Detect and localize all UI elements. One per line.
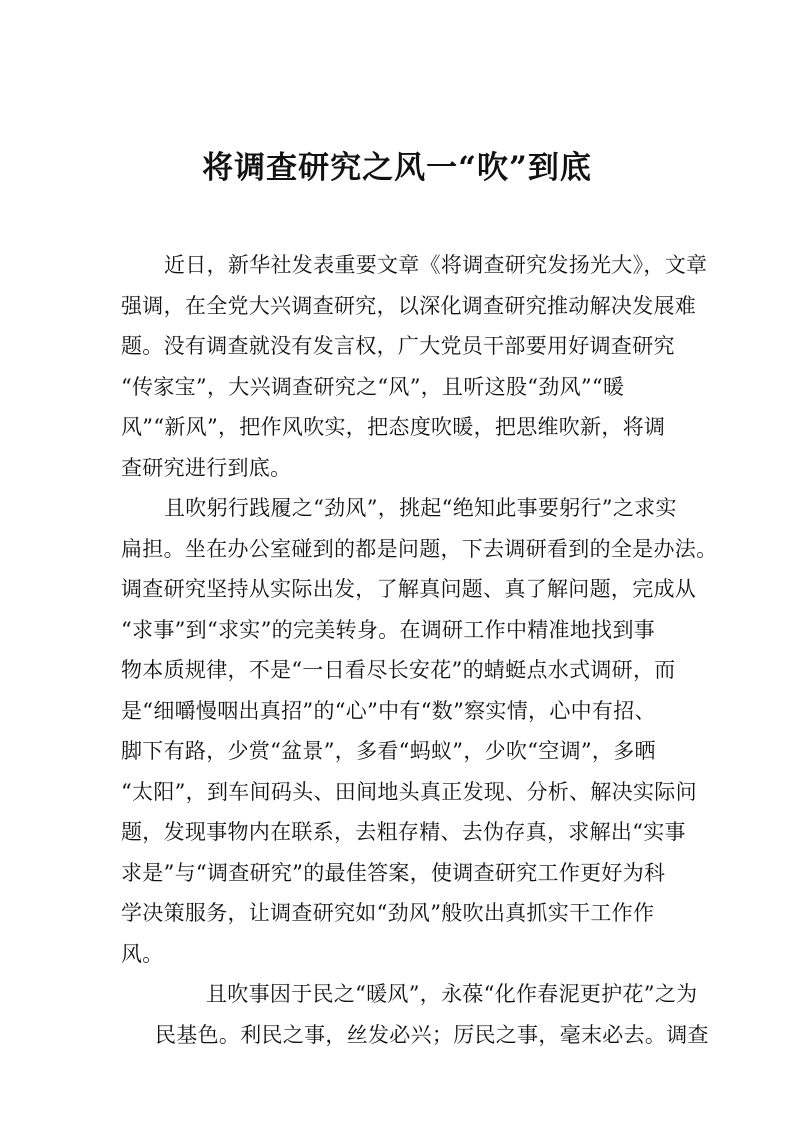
text-line: 且吹躬行践履之“劲风”，挑起“绝知此事要躬行”之求实 [164,496,677,520]
text-line: 扁担。坐在办公室碰到的都是问题，下去调研看到的全是办法。 [121,537,718,561]
text-line: “太阳”，到车间码头、田间地头真正发现、分析、解决实际问 [121,780,697,804]
text-line: 物本质规律，不是“一日看尽长安花”的蜻蜓点水式调研，而 [121,658,676,682]
text-line: 脚下有路，少赏“盆景”，多看“蚂蚁”，少吹“空调”，多晒 [121,739,656,763]
document-title: 将调查研究之风一“吹”到底 [202,150,592,186]
text-line: 且吹事因于民之“暖风”，永葆“化作春泥更护花”之为 [206,982,698,1006]
text-line: 民基色。利民之事，丝发必兴；厉民之事，毫末必去。调查 [155,1023,709,1047]
text-line: 题，发现事物内在联系，去粗存精、去伪存真，求解出“实事 [121,820,686,844]
text-line: 风。 [121,942,164,966]
text-line: 风”“新风”，把作风吹实，把态度吹暖，把思维吹新，将调 [121,415,666,439]
text-line: 查研究进行到底。 [121,456,292,480]
text-line: “求事”到“求实”的完美转身。在调研工作中精准地找到事 [121,618,656,642]
text-line: 求是”与“调查研究”的最佳答案，使调查研究工作更好为科 [121,861,666,885]
text-line: 调查研究坚持从实际出发，了解真问题、真了解问题，完成从 [121,577,697,601]
text-line: 强调，在全党大兴调查研究，以深化调查研究推动解决发展难 [121,294,697,318]
text-line: 是“细嚼慢咽出真招”的“心”中有“数”察实情，心中有招、 [121,699,656,723]
text-line: “传家宝”，大兴调查研究之“风”，且听这股“劲风”“暖 [121,375,625,399]
text-line: 题。没有调查就没有发言权，广大党员干部要用好调查研究 [121,334,675,358]
text-line: 近日，新华社发表重要文章《将调查研究发扬光大》，文章 [164,253,708,277]
text-line: 学决策服务，让调查研究如“劲风”般吹出真抓实干工作作 [121,901,655,925]
